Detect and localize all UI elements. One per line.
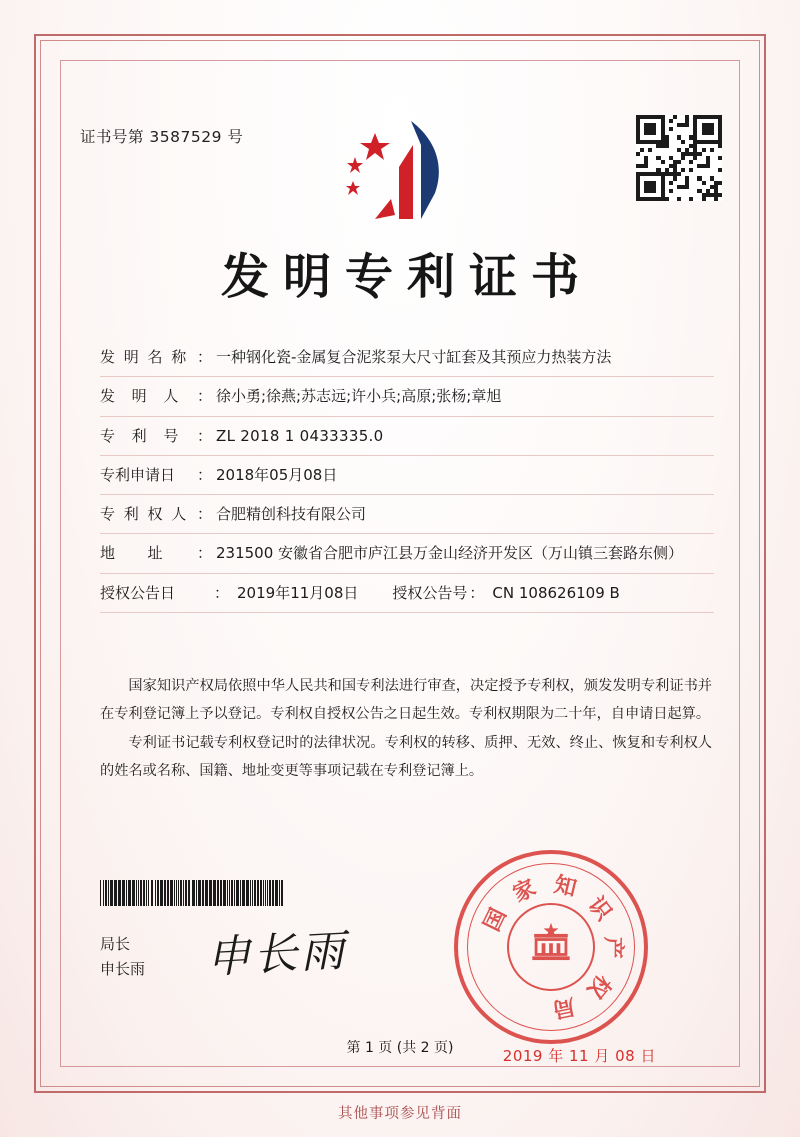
field-row-grant-announcement: [100, 574, 714, 613]
corner-ornament-bottom-left: [34, 1047, 80, 1093]
corner-ornament-top-right: [720, 34, 766, 80]
seal-character: 产: [599, 936, 627, 959]
page-title: 发明专利证书: [220, 249, 593, 305]
field-label: 地 址 ：: [100, 544, 212, 563]
field-label: 发 明 人 ：: [100, 387, 212, 406]
director-title: 局长: [100, 935, 131, 953]
field-value: ZL 2018 1 0433335.0: [216, 426, 384, 445]
field-value: 徐小勇;徐燕;苏志远;许小兵;高原;张杨;章旭: [216, 387, 502, 406]
director-name: 申长雨: [100, 959, 146, 978]
field-value: 2019年11月08日: [237, 583, 359, 602]
seal-character: 知: [551, 871, 579, 902]
seal-character: 家: [508, 874, 540, 908]
director-block: [100, 932, 145, 982]
field-label: 专利申请日 ：: [100, 465, 212, 484]
field-list: [100, 338, 714, 613]
footer-note: 其他事项参见背面: [338, 1106, 462, 1122]
legal-paragraph-1: 国家知识产权局依照中华人民共和国专利法进行审查，决定授予专利权，颁发发明专利证书并在专利登记簿上予以登记。专利权自授权公告之日起生效。专利权期限为二十年，自申请日起算。: [100, 678, 712, 723]
field-row-patent-no: [100, 417, 714, 456]
field-row-address: [100, 534, 714, 573]
field-label: 发 明 名 称 ：: [100, 348, 212, 366]
official-seal: [454, 850, 648, 1044]
legal-paragraph-2: 专利证书记载专利权登记时的法律状况。专利权的转移、质押、无效、终止、恢复和专利权人的姓名或名称、国籍、地址变更等事项记载在专利登记簿上。: [100, 734, 712, 780]
seal-emblem-icon: [507, 903, 595, 991]
field-label: 专 利 号 ：: [100, 426, 212, 445]
field-value: 231500 安徽省合肥市庐江县万金山经济开发区（万山镇三套路东侧）: [216, 544, 684, 563]
seal-character: 权: [581, 969, 616, 1004]
field-value: 合肥精创科技有限公司: [216, 505, 367, 523]
qr-code: [636, 115, 722, 201]
handwritten-signature: 申长雨: [204, 925, 349, 984]
seal-character: 识: [582, 892, 617, 926]
field-label: 专 利 权 人 ：: [100, 505, 212, 523]
field-label: 授权公告日: [100, 583, 176, 602]
field-row-application-date: [100, 456, 714, 495]
legal-text: [100, 672, 712, 786]
certificate-number: 证书号第 3587529 号: [80, 128, 244, 146]
corner-ornament-top-left: [34, 34, 80, 80]
field-colon-secondary: ：: [469, 583, 485, 602]
cnipa-logo-icon: [325, 115, 475, 225]
field-row-inventors: [100, 377, 714, 416]
seal-character: 局: [550, 992, 578, 1023]
page-number: 第 1 页 (共 2 页): [346, 1040, 454, 1056]
corner-ornament-bottom-right: [720, 1047, 766, 1093]
field-value-secondary: CN 108626109 B: [492, 583, 620, 602]
barcode: [100, 880, 322, 906]
field-label-secondary: 授权公告号: [392, 583, 468, 602]
field-value: 一种钢化瓷-金属复合泥浆泵大尺寸缸套及其预应力热装方法: [216, 348, 612, 366]
field-colon: ：: [214, 583, 230, 602]
field-row-invention-name: [100, 338, 714, 377]
seal-date: 2019 年 11 月 08 日: [502, 1047, 656, 1065]
field-value: 2018年05月08日: [216, 465, 338, 484]
field-row-patentee: [100, 495, 714, 534]
seal-character: 国: [478, 904, 512, 936]
